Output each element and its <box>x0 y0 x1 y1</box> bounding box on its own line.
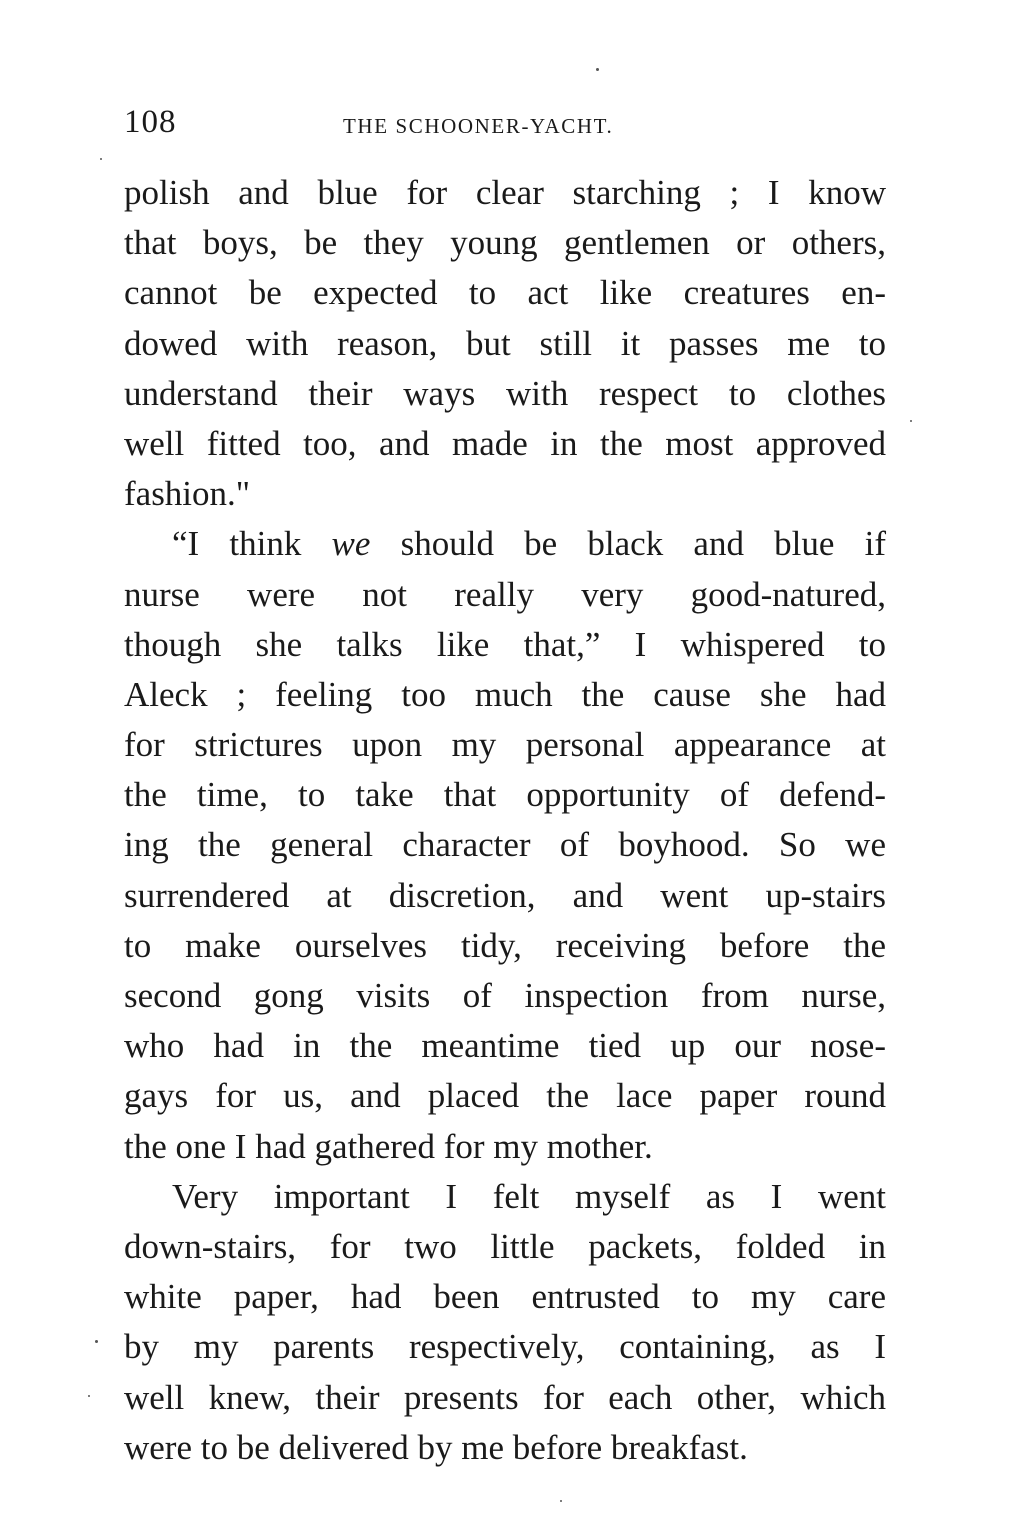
text-line: though she talks like that,” I whispered to <box>124 624 886 664</box>
body-text <box>124 168 886 1473</box>
text-line: well knew, their presents for each other, which <box>124 1377 886 1417</box>
text-line: understand their ways with respect to clothes <box>124 373 886 413</box>
text-segment: “I think <box>172 524 302 564</box>
text-line: Aleck ; feeling too much the cause she had <box>124 674 886 714</box>
text-line: polish and blue for clear starching ; I know <box>124 173 886 212</box>
scan-speck <box>100 158 102 160</box>
text-line: Very important I felt myself as I went <box>172 1176 886 1216</box>
text-line: for strictures upon my personal appearance at <box>124 725 886 765</box>
text-line <box>124 519 886 569</box>
scan-speck <box>95 1340 98 1343</box>
text-line: who had in the meantime tied up our nose- <box>124 1026 886 1066</box>
scan-speck <box>560 1500 562 1502</box>
page-number: 108 <box>124 104 177 140</box>
text-line: were to be delivered by me before breakfast. <box>124 1427 748 1467</box>
scan-speck <box>910 420 912 422</box>
text-line: well fitted too, and made in the most approved <box>124 423 886 463</box>
text-line: the one I had gathered for my mother. <box>124 1126 653 1166</box>
scan-speck <box>88 1395 90 1397</box>
emphasis-text: we <box>331 524 371 564</box>
text-line: dowed with reason, but still it passes me to <box>124 323 886 363</box>
text-line: white paper, had been entrusted to my care <box>124 1277 886 1317</box>
text-line: nurse were not really very good-natured, <box>124 574 886 614</box>
scan-speck <box>596 68 599 71</box>
text-line: down-stairs, for two little packets, folded in <box>124 1226 886 1266</box>
text-line: surrendered at discretion, and went up-stairs <box>124 875 886 915</box>
text-segment: should be black and blue if <box>400 524 886 564</box>
text-line: by my parents respectively, containing, as I <box>124 1327 886 1367</box>
page-header <box>124 100 886 148</box>
text-line: that boys, be they young gentlemen or others, <box>124 223 886 263</box>
text-line: the time, to take that opportunity of defend- <box>124 775 886 815</box>
text-line: fashion." <box>124 474 251 514</box>
paragraph-2 <box>124 519 886 1171</box>
paragraph-3 <box>124 1172 886 1473</box>
running-title: THE SCHOONER-YACHT. <box>343 114 614 138</box>
paragraph-1 <box>124 168 886 519</box>
text-line: second gong visits of inspection from nurse, <box>124 976 886 1015</box>
text-line: cannot be expected to act like creatures en- <box>124 273 886 313</box>
text-line: ing the general character of boyhood. So we <box>124 825 886 865</box>
text-line: to make ourselves tidy, receiving before the <box>124 925 886 965</box>
text-line: gays for us, and placed the lace paper round <box>124 1076 886 1116</box>
